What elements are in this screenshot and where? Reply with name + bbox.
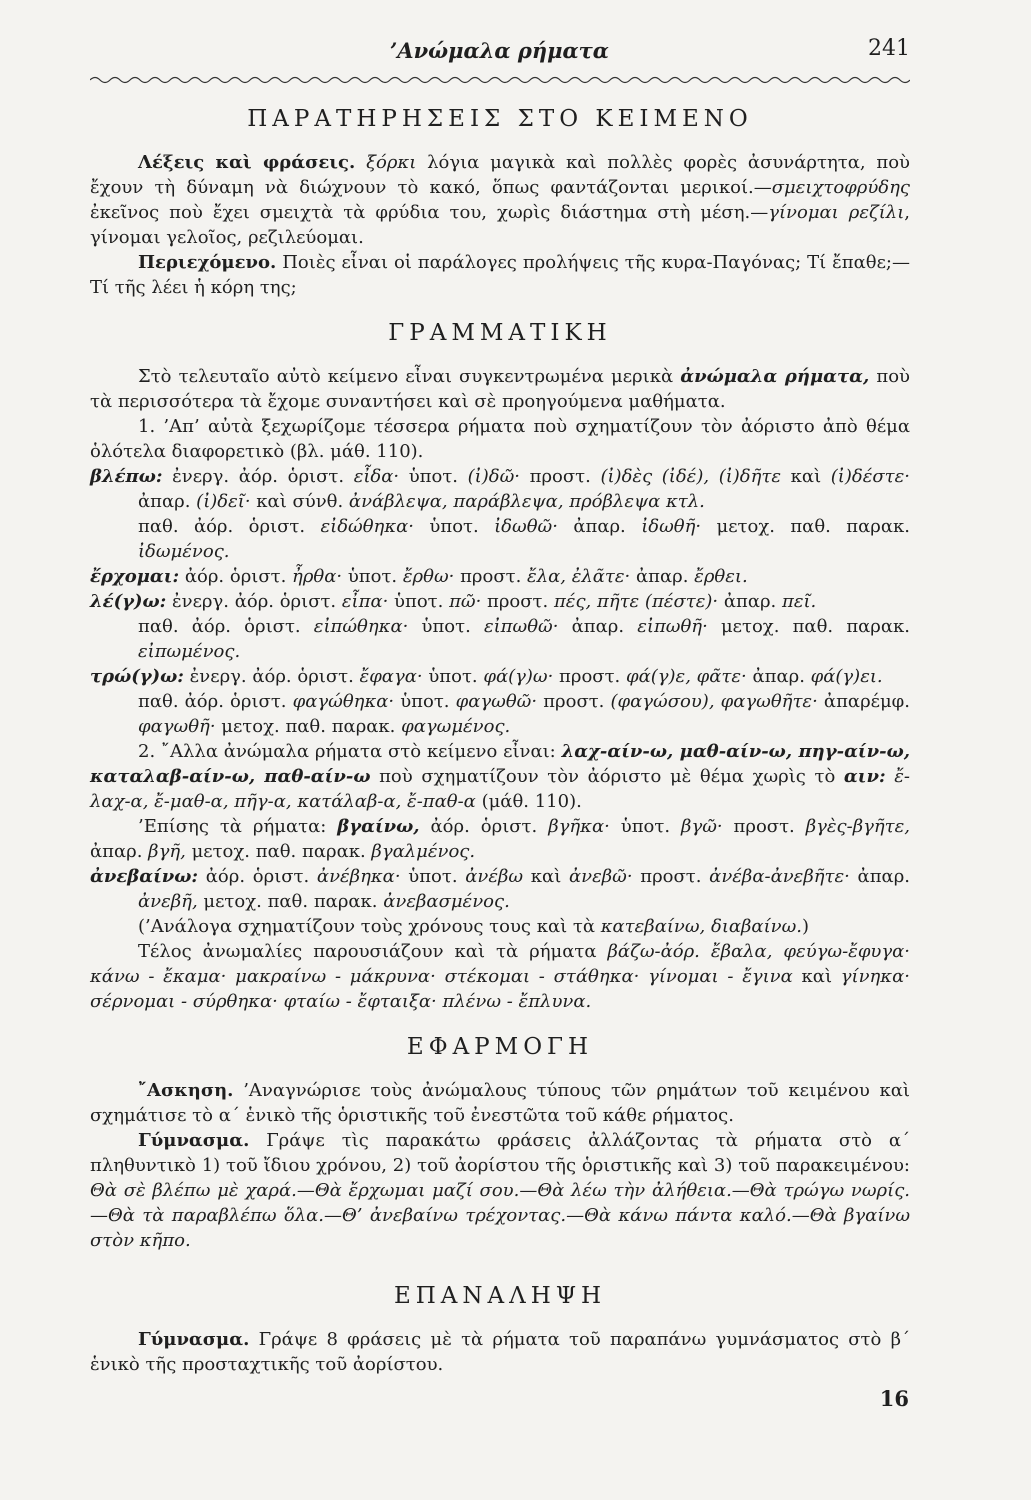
page <box>90 30 910 1377</box>
page-number: 241 <box>868 36 910 61</box>
verb-entry-vlepo-passive: παθ. ἀόρ. ὁριστ. εἰδώθηκα· ὑποτ. ἰδωθῶ· ἀπαρ. ἰδωθῆ· μετοχ. παθ. παρακ. ἰδωμένος. <box>138 516 910 562</box>
exercise-paragraph: ῎Ασκηση. ’Αναγνώρισε τοὺς ἀνώμαλους τύπους τῶν ρημάτων τοῦ κειμένου καὶ σχημάτισε τὸ α΄ ἑνικὸ τῆς ὁριστικῆς τοῦ ἐνεστῶτα τοῦ κάθε ρήματος. <box>90 1080 910 1126</box>
sheet-number: 16 <box>879 1386 909 1411</box>
analoga-note: (’Ανάλογα σχηματίζουν τοὺς χρόνους τους καὶ τὰ κατεβαίνω, διαβαίνω.) <box>138 916 810 937</box>
grammar-intro: Στὸ τελευταῖο αὐτὸ κείμενο εἶναι συγκεντρωμένα μερικὰ ἀνώμαλα ρήματα, ποὺ τὰ περισσότερα τὰ ἔχομε συναντήσει καὶ σὲ προηγούμενα μαθήματα. <box>90 366 910 412</box>
notes-words-paragraph: Λέξεις καὶ φράσεις. ξόρκι λόγια μαγικὰ καὶ πολλὲς φορὲς ἀσυνάρτητα, ποὺ ἔχουν τὴ δύναμη νὰ διώχνουν τὸ κακό, ὅπως φαντάζονται μερικοί.—σμειχτοφρύδης ἐκεῖνος ποὺ ἔχει σμειχτὰ τὰ φρύδια του, χωρὶς διάστημα στὴ μέση.—γίνομαι ρεζίλι, γίνομαι γελοῖος, ρεζιλεύομαι. <box>90 152 911 248</box>
verb-entry-erchomai: ἔρχομαι: ἀόρ. ὁριστ. ἦρθα· ὑποτ. ἔρθω· προστ. ἔλα, ἐλᾶτε· ἀπαρ. ἔρθει. <box>90 566 748 587</box>
notes-content-paragraph: Περιεχόμενο. Ποιὲς εἶναι οἱ παράλογες προλήψεις τῆς κυρα-Παγόνας; Τί ἔπαθε;—Τί τῆς λέει ἡ κόρη της; <box>90 252 910 298</box>
wavy-rule <box>90 74 910 86</box>
grammar-point-1: 1. ’Απ’ αὐτὰ ξεχωρίζομε τέσσερα ρήματα ποὺ σχηματίζουν τὸν ἀόριστο ἀπὸ θέμα ὁλότελα διαφορετικὸ (βλ. μάθ. 110). <box>90 416 910 462</box>
verb-entry-vgaino: ’Επίσης τὰ ρήματα: βγαίνω, ἀόρ. ὁριστ. βγῆκα· ὑποτ. βγῶ· προστ. βγὲς-βγῆτε, ἀπαρ. βγῆ, μετοχ. παθ. παρακ. βγαλμένος. <box>90 816 911 862</box>
verb-entry-vlepo: βλέπω: ἐνεργ. ἀόρ. ὁριστ. εἶδα· ὑποτ. (ἰ)δῶ· προστ. (ἰ)δὲς (ἰδέ), (ἰ)δῆτε καὶ (ἰ)δέστε· ἀπαρ. (ἰ)δεῖ· καὶ σύνθ. ἀνάβλεψα, παράβλεψα, πρόβλεψα κτλ. <box>90 466 910 512</box>
running-head <box>90 30 910 74</box>
review-drill-paragraph: Γύμνασμα. Γράψε 8 φράσεις μὲ τὰ ρήματα τοῦ παραπάνω γυμνάσματος στὸ β΄ ἑνικὸ τῆς προσταχτικῆς τοῦ ἀορίστου. <box>90 1329 910 1375</box>
verb-entry-lego-passive: παθ. ἀόρ. ὁριστ. εἰπώθηκα· ὑποτ. εἰπωθῶ· ἀπαρ. εἰπωθῆ· μετοχ. παθ. παρακ. εἰπωμένος. <box>138 616 911 662</box>
verb-entry-trogo-passive: παθ. ἀόρ. ὁριστ. φαγώθηκα· ὑποτ. φαγωθῶ· προστ. (φαγώσου), φαγωθῆτε· ἀπαρέμφ. φαγωθῆ· μετοχ. παθ. παρακ. φαγωμένος. <box>138 691 910 737</box>
section-title-review: ΕΠΑΝΑΛΗΨΗ <box>393 1283 607 1309</box>
section-title-notes: ΠΑΡΑΤΗΡΗΣΕΙΣ ΣΤΟ ΚΕΙΜΕΝΟ <box>247 106 753 132</box>
drill-paragraph: Γύμνασμα. Γράψε τὶς παρακάτω φράσεις ἀλλάζοντας τὰ ρήματα στὸ α΄ πληθυντικὸ 1) τοῦ ἴδιου χρόνου, 2) τοῦ ἀορίστου τῆς ὁριστικῆς καὶ 3) τοῦ παρακειμένου: Θὰ σὲ βλέπω μὲ χαρά.—Θὰ ἔρχωμαι μαζί σου.—Θὰ λέω τὴν ἀλήθεια.—Θὰ τρώγω νωρίς.—Θὰ τὰ παραβλέπω ὅλα.—Θ’ ἀνεβαίνω τρέχοντας.—Θὰ κάνω πάντα καλό.—Θὰ βγαίνω στὸν κῆπο. <box>90 1130 910 1251</box>
grammar-point-2: 2. ῎Αλλα ἀνώμαλα ρήματα στὸ κείμενο εἶναι: λαχ-αίν-ω, μαθ-αίν-ω, πηγ-αίν-ω, καταλαβ-αίν-ω, παθ-αίν-ω ποὺ σχηματίζουν τὸν ἀόριστο μὲ θέμα χωρὶς τὸ αιν: ἔ-λαχ-α, ἔ-μαθ-α, πῆγ-α, κατάλαβ-α, ἔ-παθ-α (μάθ. 110). <box>90 741 911 812</box>
irregularities-paragraph: Τέλος ἀνωμαλίες παρουσιάζουν καὶ τὰ ρήματα βάζω-ἀόρ. ἔβαλα, φεύγω-ἔφυγα· κάνω - ἔκαμα· μακραίνω - μάκρυνα· στέκομαι - στάθηκα· γίνομαι - ἔγινα καὶ γίνηκα· σέρνομαι - σύρθηκα· φταίω - ἔφταιξα· πλένω - ἔπλυνα. <box>90 941 910 1012</box>
section-title-grammar: ΓΡΑΜΜΑΤΙΚΗ <box>388 320 612 346</box>
verb-entry-anevaino: ἀνεβαίνω: ἀόρ. ὁριστ. ἀνέβηκα· ὑποτ. ἀνέβω καὶ ἀνεβῶ· προστ. ἀνέβα-ἀνεβῆτε· ἀπαρ. ἀνεβῆ, μετοχ. παθ. παρακ. ἀνεβασμένος. <box>90 866 911 912</box>
verb-entry-trogo: τρώ(γ)ω: ἐνεργ. ἀόρ. ὁριστ. ἔφαγα· ὑποτ. φά(γ)ω· προστ. φά(γ)ε, φᾶτε· ἀπαρ. φά(γ)ει. <box>90 666 883 687</box>
verb-entry-lego: λέ(γ)ω: ἐνεργ. ἀόρ. ὁριστ. εἶπα· ὑποτ. πῶ· προστ. πές, πῆτε (πέστε)· ἀπαρ. πεῖ. <box>90 591 817 612</box>
section-title-application: ΕΦΑΡΜΟΓΗ <box>406 1034 594 1060</box>
running-title: ’Ανώμαλα ρήματα <box>390 38 609 63</box>
